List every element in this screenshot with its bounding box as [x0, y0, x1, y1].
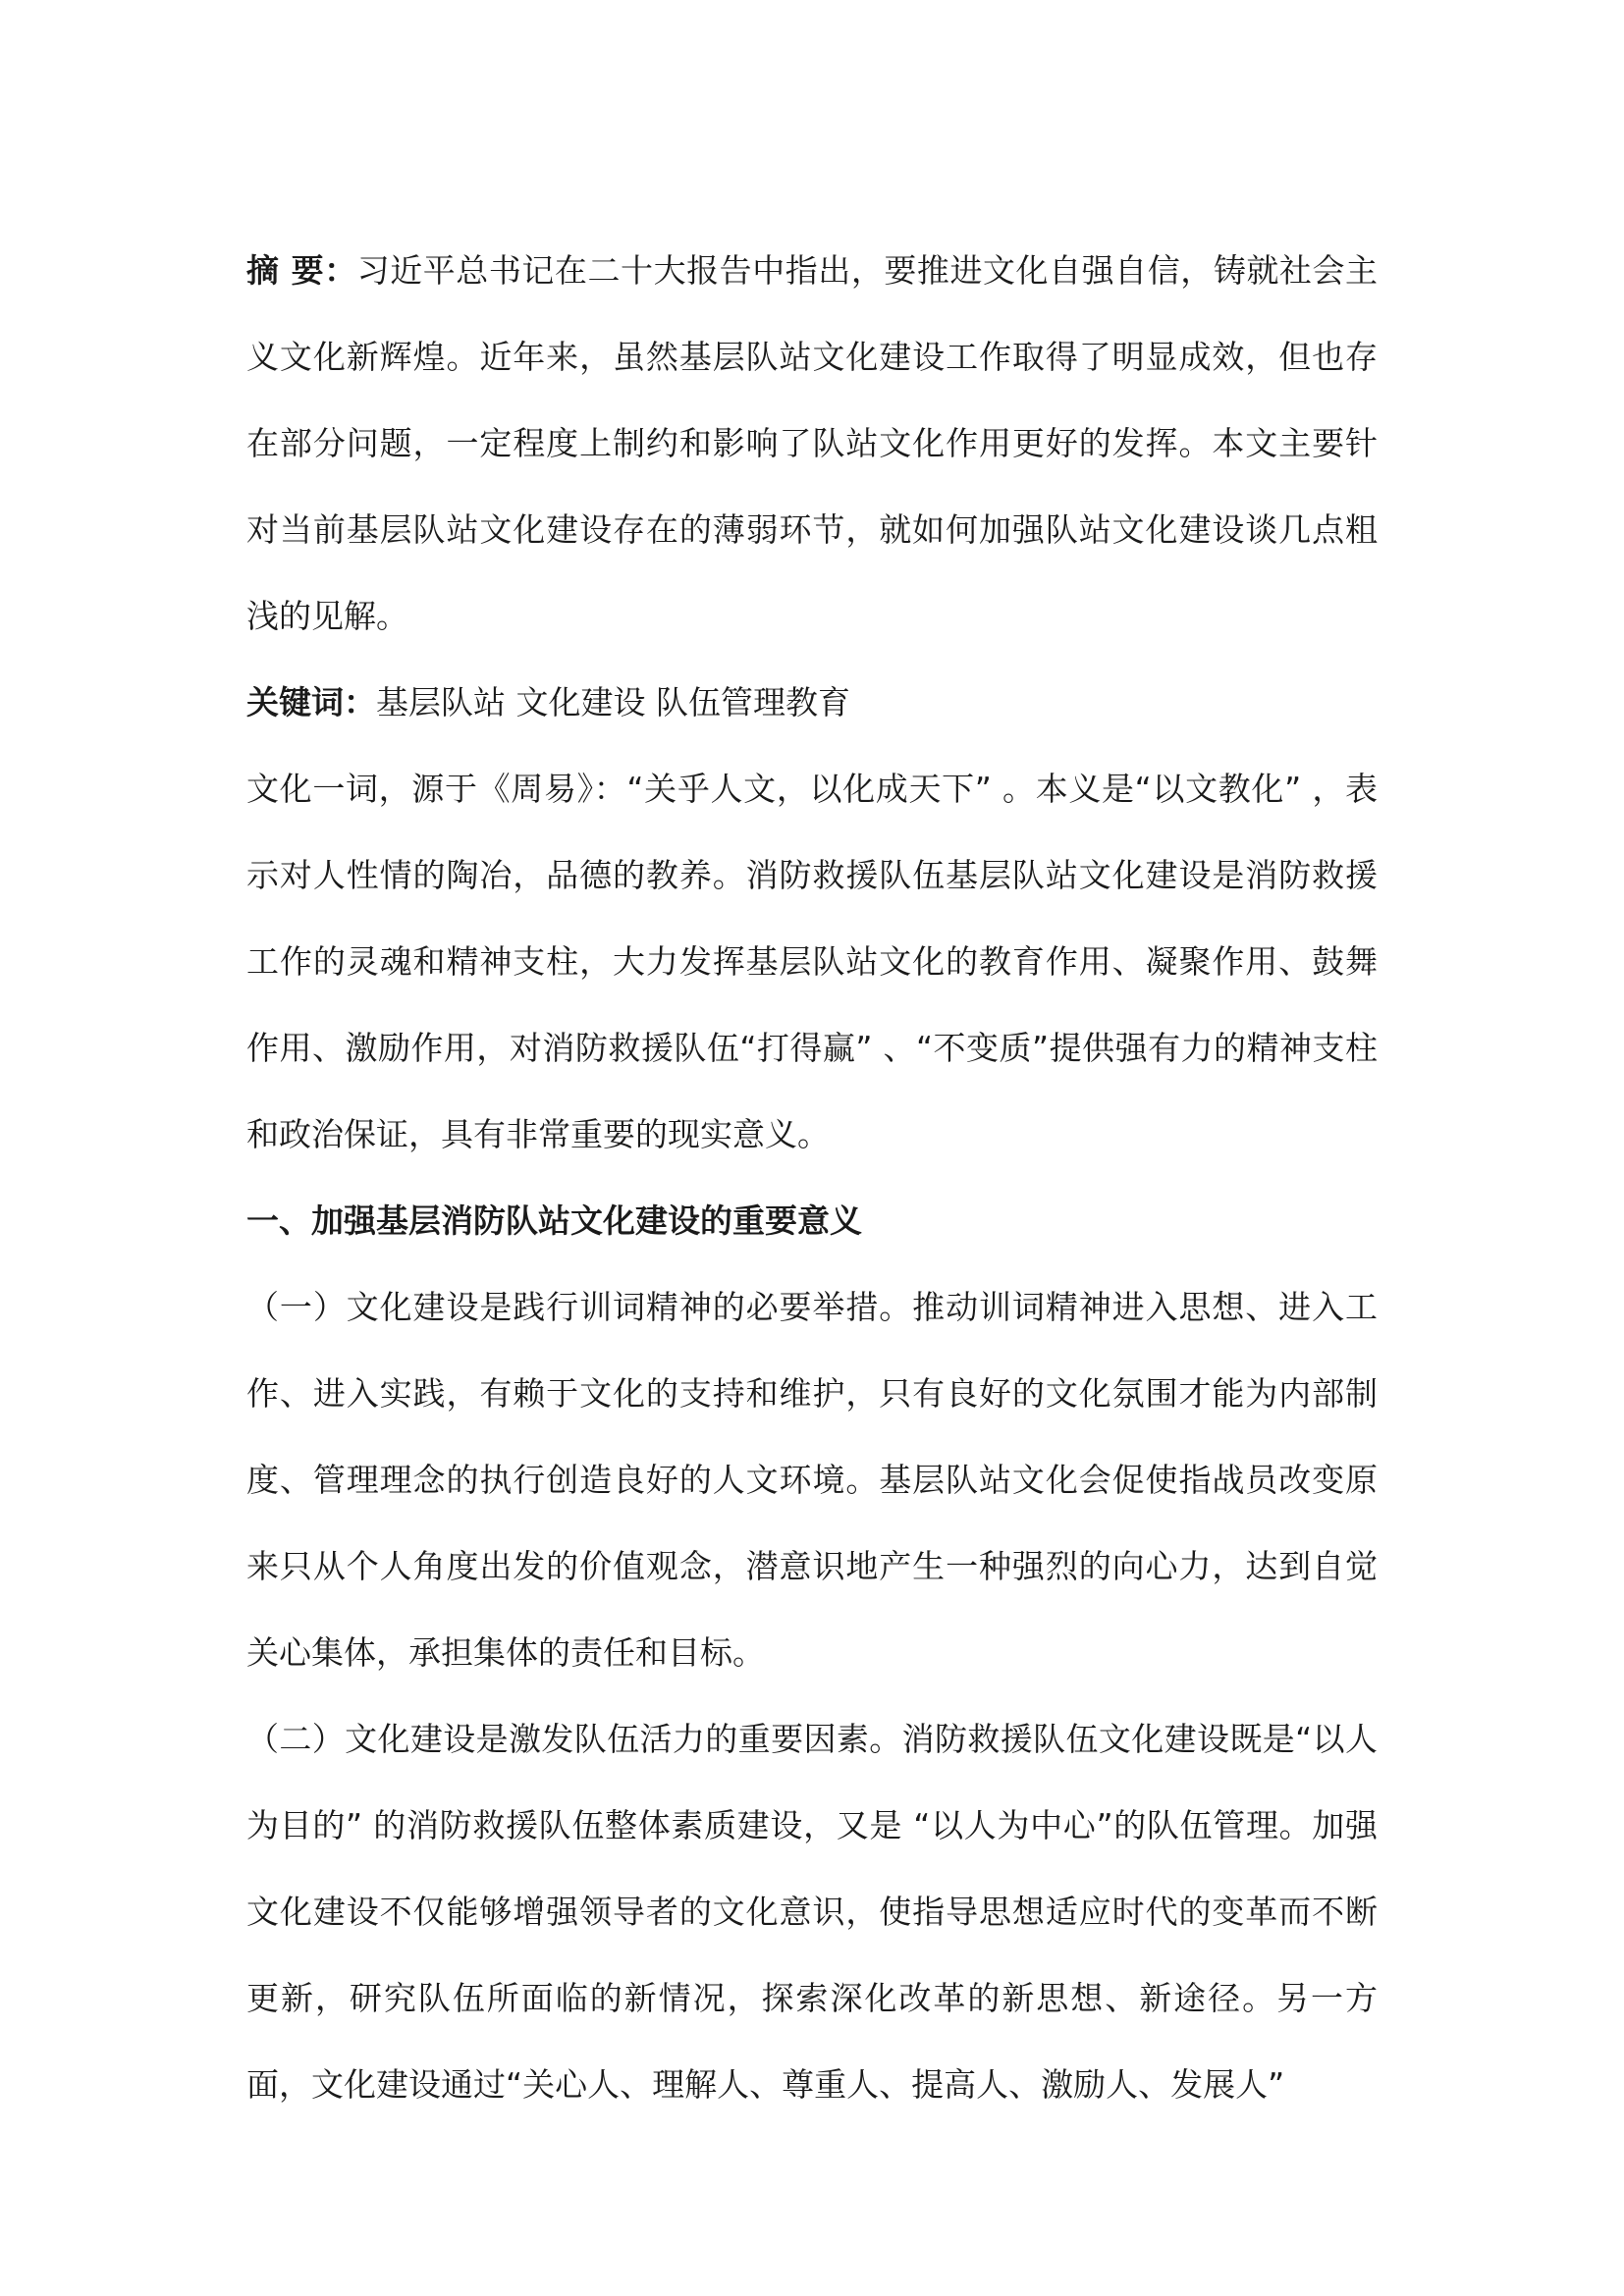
section-paragraph-2: （二）文化建设是激发队伍活力的重要因素。消防救援队伍文化建设既是“以人为目的” 的消防救援队伍整体素质建设，又是 “以人为中心”的队伍管理。加强文化建设不仅能够增强领导者的文化意识，使指导思想适应时代的变革而不断更新，研究队伍所面临的新情况，探索深化改革的新思想、新途径。另一方面，文化建设通过“关心人、理解人、尊重人、提高人、激励人、发展人” — [246, 1720, 1378, 2104]
keywords-text: 基层队站 文化建设 队伍管理教育 — [376, 683, 850, 721]
section-heading: 一、加强基层消防队站文化建设的重要意义 — [246, 1201, 862, 1240]
intro-paragraph: 文化一词，源于《周易》：“关乎人文，以化成天下” 。本义是“以文教化” ，表示对人性情的陶冶，品德的教养。消防救援队伍基层队站文化建设是消防救援工作的灵魂和精神支柱，大力发挥基层队站文化的教育作用、凝聚作用、鼓舞作用、激励作用，对消防救援队伍“打得赢” 、“不变质”提供强有力的精神支柱和政治保证，具有非常重要的现实意义。 — [246, 770, 1378, 1153]
keywords-label: 关键词： — [246, 683, 376, 721]
section-paragraph-1: （一）文化建设是践行训词精神的必要举措。推动训词精神进入思想、进入工作、进入实践，有赖于文化的支持和维护，只有良好的文化氛围才能为内部制度、管理理念的执行创造良好的人文环境。基层队站文化会促使指战员改变原来只从个人角度出发的价值观念，潜意识地产生一种强烈的向心力，达到自觉关心集体，承担集体的责任和目标。 — [246, 1288, 1378, 1672]
document-body — [246, 228, 1378, 2128]
abstract-paragraph — [246, 228, 1378, 660]
abstract-text: 习近平总书记在二十大报告中指出，要推进文化自强自信，铸就社会主义文化新辉煌。近年来，虽然基层队站文化建设工作取得了明显成效，但也存在部分问题，一定程度上制约和影响了队站文化作用更好的发挥。本文主要针对当前基层队站文化建设存在的薄弱环节，就如何加强队站文化建设谈几点粗浅的见解。 — [246, 251, 1378, 635]
keywords-paragraph — [246, 660, 1378, 746]
abstract-label: 摘 要： — [246, 251, 357, 290]
